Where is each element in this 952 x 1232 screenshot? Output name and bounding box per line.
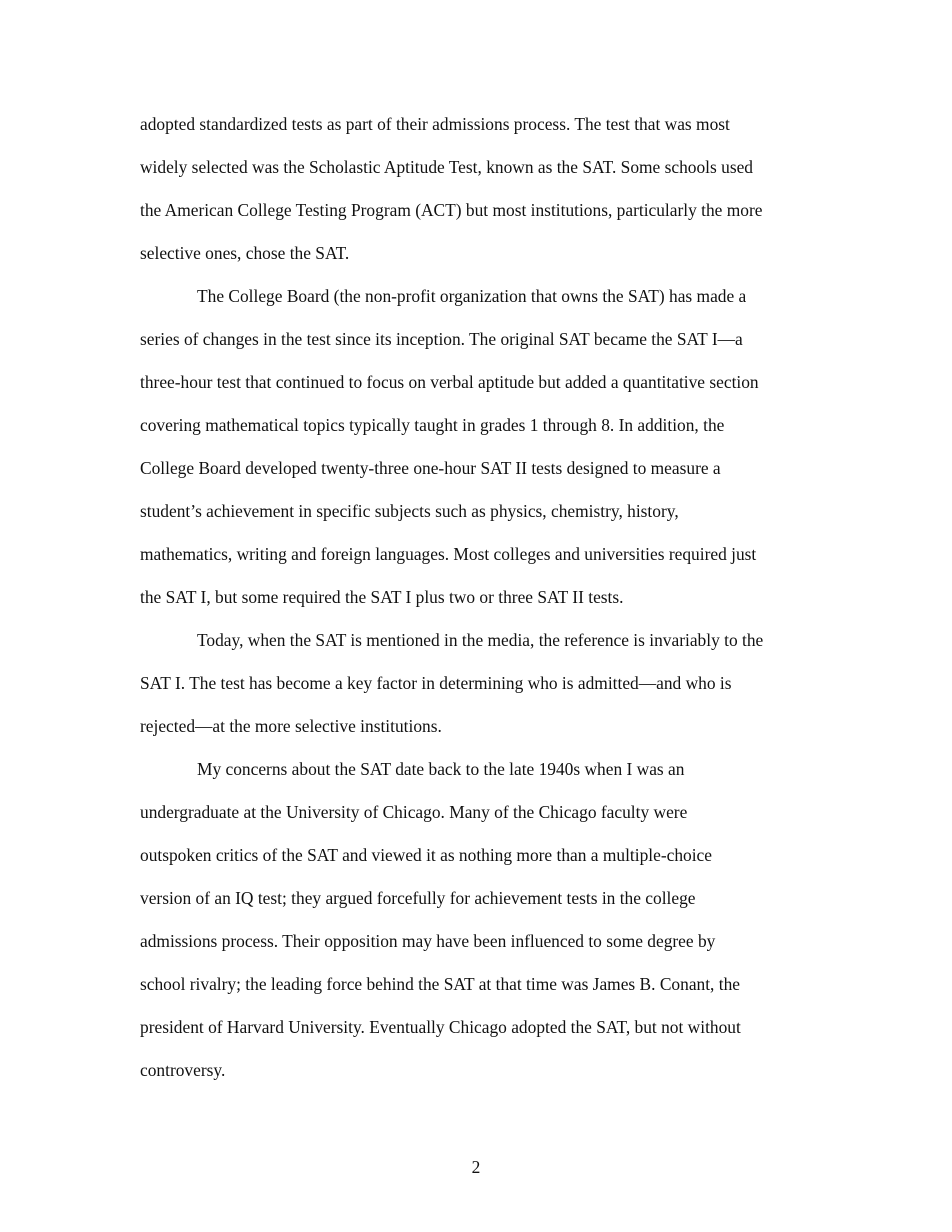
text-line: undergraduate at the University of Chicago. Many of the Chicago faculty were [140, 802, 688, 822]
text-line: rejected—at the more selective institutions. [140, 716, 442, 736]
text-line: widely selected was the Scholastic Aptitude Test, known as the SAT. Some schools used [140, 157, 753, 177]
text-line: version of an IQ test; they argued forcefully for achievement tests in the college [140, 888, 696, 908]
text-line: admissions process. Their opposition may have been influenced to some degree by [140, 931, 716, 951]
text-line: president of Harvard University. Eventually Chicago adopted the SAT, but not without [140, 1017, 741, 1037]
paragraph-first-line: The College Board (the non-profit organization that owns the SAT) has made a [197, 286, 747, 306]
text-line: controversy. [140, 1060, 226, 1080]
text-line: three-hour test that continued to focus on verbal aptitude but added a quantitative section [140, 372, 759, 392]
paragraph-first-line: Today, when the SAT is mentioned in the media, the reference is invariably to the [197, 630, 764, 650]
text-line: covering mathematical topics typically taught in grades 1 through 8. In addition, the [140, 415, 725, 435]
text-line: selective ones, chose the SAT. [140, 243, 350, 263]
text-line: adopted standardized tests as part of their admissions process. The test that was most [140, 114, 730, 134]
text-line: student’s achievement in specific subjects such as physics, chemistry, history, [140, 501, 679, 521]
text-line: the SAT I, but some required the SAT I plus two or three SAT II tests. [140, 587, 624, 607]
text-line: school rivalry; the leading force behind the SAT at that time was James B. Conant, the [140, 974, 741, 994]
text-line: SAT I. The test has become a key factor in determining who is admitted—and who is [140, 673, 732, 693]
page-number: 2 [471, 1157, 481, 1177]
text-line: series of changes in the test since its inception. The original SAT became the SAT I—a [140, 329, 743, 349]
text-line: outspoken critics of the SAT and viewed it as nothing more than a multiple-choice [140, 845, 712, 865]
paragraph-first-line: My concerns about the SAT date back to the late 1940s when I was an [197, 759, 685, 779]
text-line: College Board developed twenty-three one-hour SAT II tests designed to measure a [140, 458, 721, 478]
text-line: mathematics, writing and foreign languages. Most colleges and universities required just [140, 544, 757, 564]
text-line: the American College Testing Program (ACT) but most institutions, particularly the more [140, 200, 763, 220]
